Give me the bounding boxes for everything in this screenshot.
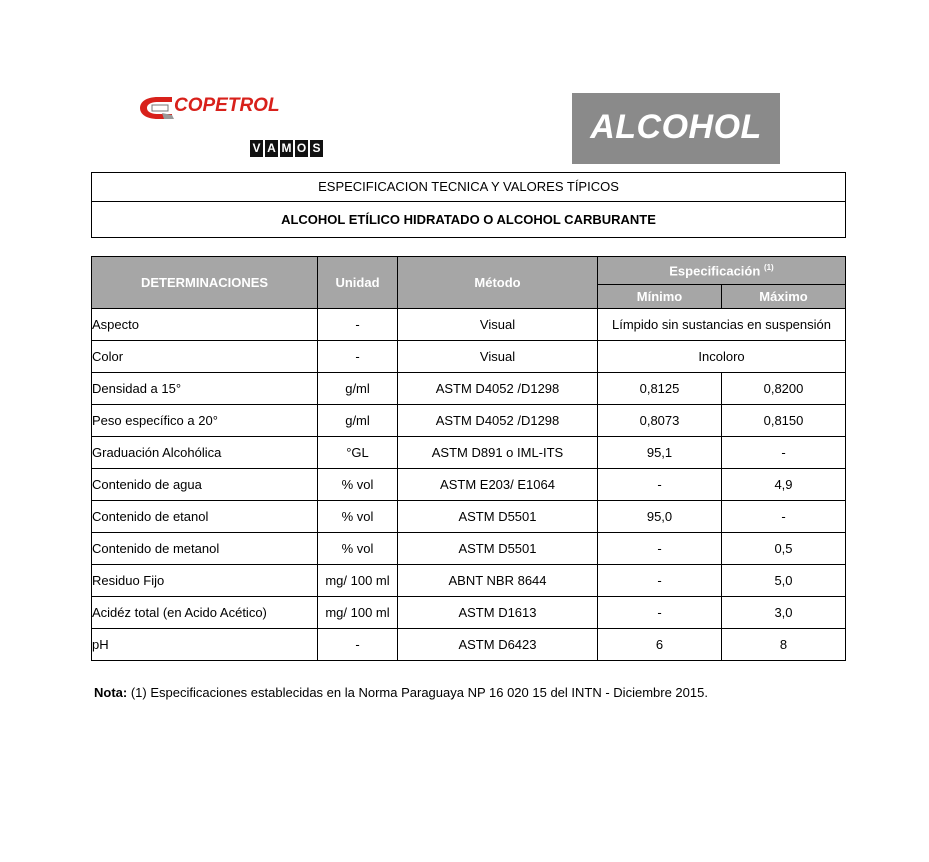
footnote (94, 685, 708, 700)
cell-unidad: - (318, 629, 398, 661)
cell-unidad: mg/ 100 ml (318, 565, 398, 597)
col-header-especificacion (598, 257, 846, 285)
cell-unidad: - (318, 309, 398, 341)
footnote-marker: (1) (763, 262, 774, 272)
cell-determinacion: Residuo Fijo (92, 565, 318, 597)
cell-determinacion: pH (92, 629, 318, 661)
cell-unidad: % vol (318, 501, 398, 533)
cell-determinacion: Aspecto (92, 309, 318, 341)
cell-metodo: ASTM D891 o IML-ITS (398, 437, 598, 469)
cell-unidad: g/ml (318, 405, 398, 437)
vamos-letter: S (310, 140, 323, 157)
cell-metodo: Visual (398, 341, 598, 373)
cell-unidad: mg/ 100 ml (318, 597, 398, 629)
cell-determinacion: Color (92, 341, 318, 373)
cell-minimo: - (598, 597, 722, 629)
product-banner-title: ALCOHOL (590, 108, 762, 146)
cell-maximo: - (722, 437, 846, 469)
copetrol-mark-icon (138, 93, 178, 123)
cell-maximo: 8 (722, 629, 846, 661)
cell-maximo: 0,5 (722, 533, 846, 565)
table-row (92, 533, 846, 565)
cell-unidad: °GL (318, 437, 398, 469)
vamos-letter: O (296, 141, 307, 155)
table-row (92, 629, 846, 661)
cell-minimo: 95,0 (598, 501, 722, 533)
cell-unidad: % vol (318, 469, 398, 501)
cell-especificacion: Incoloro (598, 341, 846, 373)
cell-metodo: ASTM D4052 /D1298 (398, 373, 598, 405)
footnote-text: (1) Especificaciones establecidas en la Norma Paraguaya NP 16 020 15 del INTN - Diciembre 2015. (130, 685, 708, 700)
cell-maximo: 0,8200 (722, 373, 846, 405)
cell-especificacion: Límpido sin sustancias en suspensión (598, 309, 846, 341)
footnote-label: Nota: (94, 685, 128, 700)
table-row (92, 501, 846, 533)
col-header-metodo: Método (398, 257, 598, 309)
col-header-determinaciones: DETERMINACIONES (92, 257, 318, 309)
copetrol-wordmark: COPETROL (174, 95, 280, 116)
especificacion-label: Especificación (669, 263, 761, 279)
cell-maximo: 0,8150 (722, 405, 846, 437)
cell-metodo: ASTM D1613 (398, 597, 598, 629)
table-row (92, 597, 846, 629)
cell-determinacion: Acidéz total (en Acido Acético) (92, 597, 318, 629)
cell-maximo: 4,9 (722, 469, 846, 501)
vamos-letter: M (281, 141, 292, 155)
cell-maximo: 5,0 (722, 565, 846, 597)
table-header-row (92, 257, 846, 285)
cell-minimo: - (598, 533, 722, 565)
cell-determinacion: Contenido de agua (92, 469, 318, 501)
specification-table (91, 256, 846, 661)
cell-minimo: 0,8073 (598, 405, 722, 437)
table-row (92, 469, 846, 501)
copetrol-logo (138, 93, 308, 123)
cell-metodo: ASTM D5501 (398, 501, 598, 533)
table-row (92, 565, 846, 597)
cell-metodo: ASTM D4052 /D1298 (398, 405, 598, 437)
table-row (92, 373, 846, 405)
document-header (91, 172, 846, 238)
cell-metodo: ASTM E203/ E1064 (398, 469, 598, 501)
cell-minimo: - (598, 469, 722, 501)
col-header-minimo: Mínimo (598, 285, 722, 309)
cell-metodo: ASTM D6423 (398, 629, 598, 661)
document-subtitle: ESPECIFICACION TECNICA Y VALORES TÍPICOS (92, 173, 845, 202)
table-row (92, 437, 846, 469)
cell-minimo: - (598, 565, 722, 597)
cell-metodo: ABNT NBR 8644 (398, 565, 598, 597)
col-header-maximo: Máximo (722, 285, 846, 309)
vamos-letter: A (265, 140, 278, 157)
cell-minimo: 6 (598, 629, 722, 661)
document-title: ALCOHOL ETÍLICO HIDRATADO O ALCOHOL CARBURANTE (281, 212, 656, 227)
cell-determinacion: Densidad a 15° (92, 373, 318, 405)
table-row (92, 405, 846, 437)
table-row (92, 341, 846, 373)
vamos-logo (250, 140, 323, 157)
cell-metodo: Visual (398, 309, 598, 341)
cell-minimo: 0,8125 (598, 373, 722, 405)
cell-determinacion: Contenido de metanol (92, 533, 318, 565)
table-row (92, 309, 846, 341)
cell-maximo: 3,0 (722, 597, 846, 629)
cell-unidad: - (318, 341, 398, 373)
cell-unidad: g/ml (318, 373, 398, 405)
cell-unidad: % vol (318, 533, 398, 565)
col-header-unidad: Unidad (318, 257, 398, 309)
vamos-letter: V (250, 140, 263, 157)
cell-determinacion: Graduación Alcohólica (92, 437, 318, 469)
cell-determinacion: Peso específico a 20° (92, 405, 318, 437)
cell-minimo: 95,1 (598, 437, 722, 469)
product-banner (572, 93, 780, 164)
cell-determinacion: Contenido de etanol (92, 501, 318, 533)
cell-maximo: - (722, 501, 846, 533)
cell-metodo: ASTM D5501 (398, 533, 598, 565)
